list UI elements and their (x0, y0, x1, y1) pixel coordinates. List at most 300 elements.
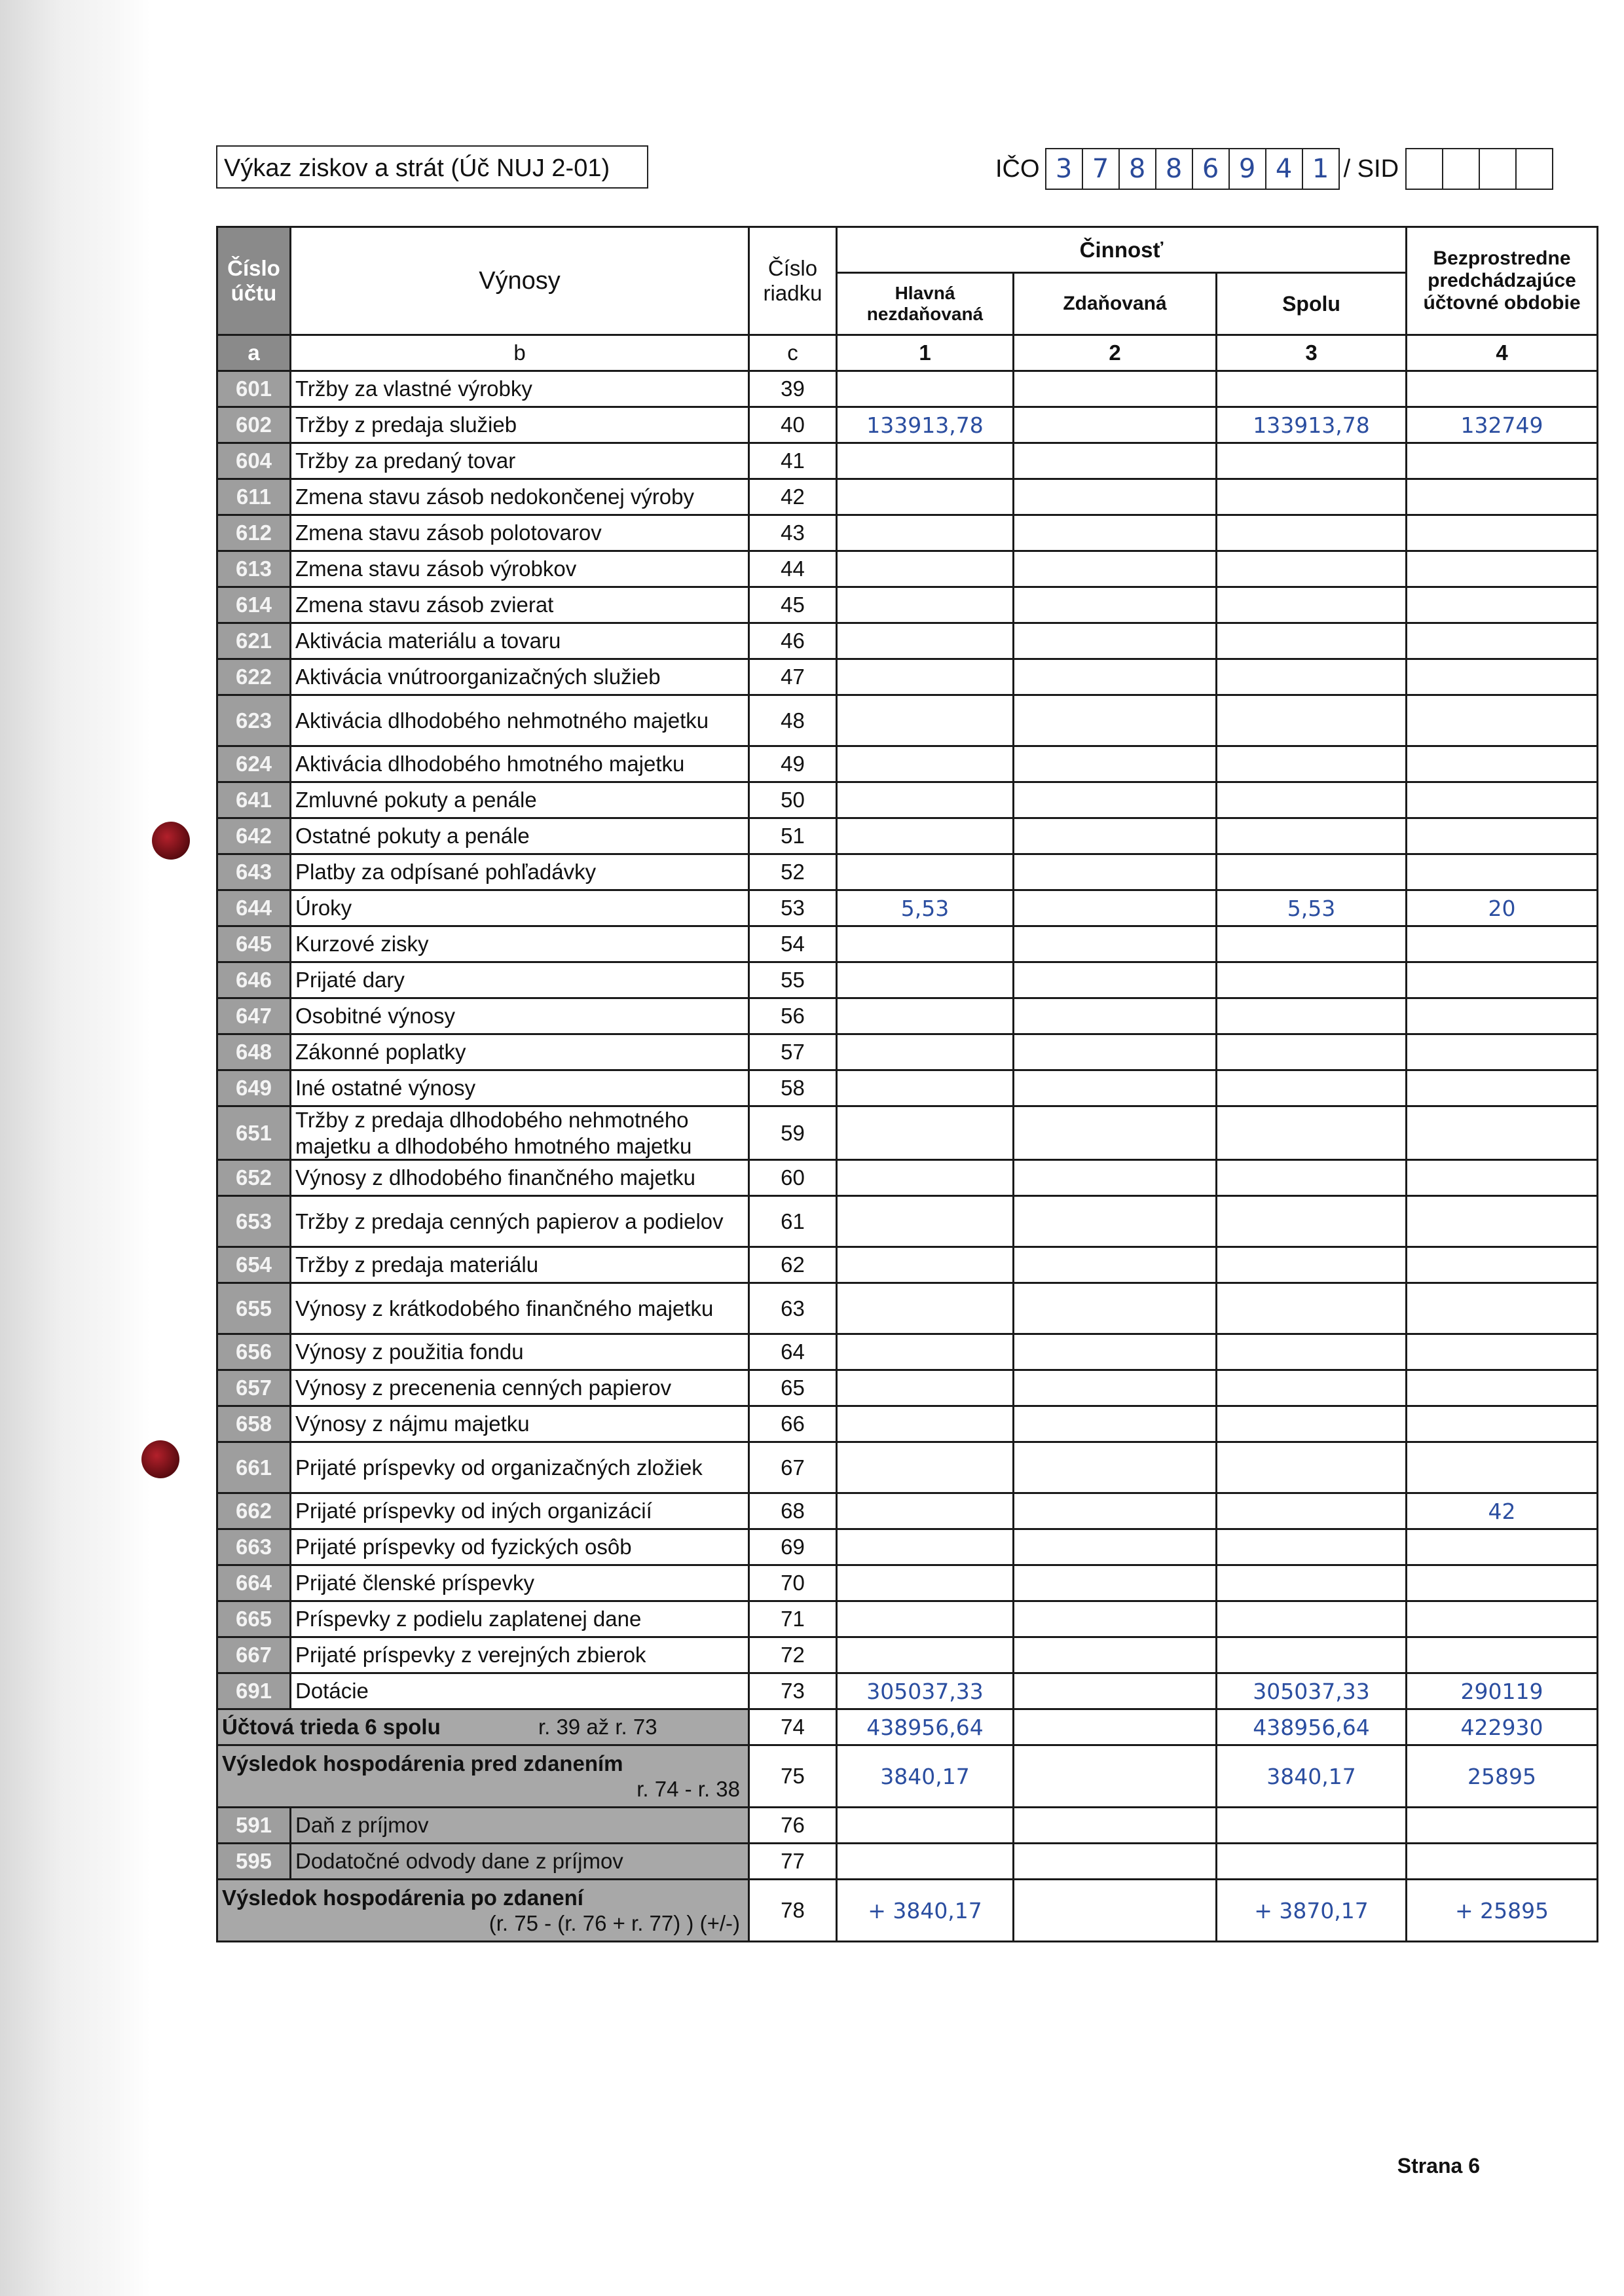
row-number: 42 (749, 479, 837, 515)
account-number: 645 (217, 926, 291, 962)
row-description: Aktivácia dlhodobého nehmotného majetku (291, 695, 749, 746)
extra-tax-col3 (1217, 1844, 1407, 1880)
value-main-nontaxed (837, 1442, 1014, 1493)
tax-col2 (1014, 1808, 1217, 1844)
value-taxed (1014, 407, 1217, 443)
value-previous-period (1407, 1601, 1598, 1637)
table-row (217, 371, 1598, 407)
table-row (217, 1601, 1598, 1637)
value-total (1217, 515, 1407, 551)
row-number: 53 (749, 890, 837, 926)
value-previous-period: 42 (1407, 1493, 1598, 1529)
account-number: 622 (217, 659, 291, 695)
row-number: 45 (749, 587, 837, 623)
row-number: 61 (749, 1196, 837, 1247)
table-row (217, 1247, 1598, 1283)
value-total (1217, 1442, 1407, 1493)
value-taxed (1014, 659, 1217, 695)
total-class6-label (217, 1709, 749, 1745)
value-total (1217, 998, 1407, 1034)
total-row-number: 74 (749, 1709, 837, 1745)
value-total (1217, 782, 1407, 818)
table-row (217, 818, 1598, 854)
value-main-nontaxed (837, 1283, 1014, 1334)
ico-digit: 9 (1228, 148, 1266, 190)
value-previous-period (1407, 1334, 1598, 1370)
value-previous-period (1407, 551, 1598, 587)
row-description: Zmena stavu zásob nedokončenej výroby (291, 479, 749, 515)
ico-digit: 8 (1155, 148, 1193, 190)
value-taxed (1014, 782, 1217, 818)
index-c: c (749, 335, 837, 371)
table-row (217, 695, 1598, 746)
ico-digit: 8 (1118, 148, 1156, 190)
sid-box (1405, 148, 1443, 190)
value-previous-period (1407, 962, 1598, 998)
value-previous-period (1407, 1196, 1598, 1247)
row-number: 62 (749, 1247, 837, 1283)
row-number: 57 (749, 1034, 837, 1070)
value-previous-period (1407, 443, 1598, 479)
header-account-number: Číslo účtu (217, 227, 291, 335)
value-taxed (1014, 1334, 1217, 1370)
result-after-tax-col2 (1014, 1880, 1217, 1942)
value-taxed (1014, 818, 1217, 854)
account-number: 641 (217, 782, 291, 818)
ico-digit: 6 (1192, 148, 1230, 190)
row-description: Prijaté dary (291, 962, 749, 998)
row-number: 67 (749, 1442, 837, 1493)
table-row (217, 962, 1598, 998)
result-before-tax-formula: r. 74 - r. 38 (637, 1777, 740, 1802)
value-total (1217, 746, 1407, 782)
value-taxed (1014, 1565, 1217, 1601)
row-description: Prijaté členské príspevky (291, 1565, 749, 1601)
scan-binding-shadow (0, 0, 151, 2296)
account-number: 623 (217, 695, 291, 746)
value-taxed (1014, 551, 1217, 587)
table-row (217, 1034, 1598, 1070)
value-main-nontaxed (837, 1529, 1014, 1565)
value-main-nontaxed (837, 1334, 1014, 1370)
row-description: Zmena stavu zásob polotovarov (291, 515, 749, 551)
row-number: 59 (749, 1106, 837, 1160)
result-after-tax-row: 78 (749, 1880, 837, 1942)
table-row (217, 890, 1598, 926)
account-number: 649 (217, 1070, 291, 1106)
result-after-tax-col1: + 3840,17 (837, 1880, 1014, 1942)
value-previous-period: 20 (1407, 890, 1598, 926)
extra-tax-col4 (1407, 1844, 1598, 1880)
account-number: 642 (217, 818, 291, 854)
result-before-tax-row: 75 (749, 1745, 837, 1808)
row-number: 44 (749, 551, 837, 587)
ico-sid-header (995, 145, 1553, 192)
result-after-tax-col3: + 3870,17 (1217, 1880, 1407, 1942)
value-main-nontaxed (837, 1565, 1014, 1601)
total-label-text: Účtová trieda 6 spolu (222, 1715, 441, 1740)
row-number: 52 (749, 854, 837, 890)
value-previous-period (1407, 587, 1598, 623)
result-before-tax-col3: 3840,17 (1217, 1745, 1407, 1808)
row-number: 70 (749, 1565, 837, 1601)
value-previous-period (1407, 1034, 1598, 1070)
row-number: 72 (749, 1637, 837, 1673)
value-total (1217, 1070, 1407, 1106)
value-total (1217, 1247, 1407, 1283)
result-after-tax-label (217, 1880, 749, 1942)
value-total (1217, 1565, 1407, 1601)
tax-col3 (1217, 1808, 1407, 1844)
account-number: 652 (217, 1160, 291, 1196)
value-taxed (1014, 854, 1217, 890)
value-taxed (1014, 623, 1217, 659)
value-main-nontaxed (837, 695, 1014, 746)
value-main-nontaxed (837, 1370, 1014, 1406)
value-taxed (1014, 587, 1217, 623)
value-main-nontaxed (837, 1070, 1014, 1106)
table-row (217, 746, 1598, 782)
table-row (217, 1565, 1598, 1601)
value-main-nontaxed (837, 1406, 1014, 1442)
value-main-nontaxed (837, 818, 1014, 854)
value-total (1217, 1106, 1407, 1160)
account-number: 611 (217, 479, 291, 515)
result-after-tax-col4: + 25895 (1407, 1880, 1598, 1942)
value-main-nontaxed (837, 1247, 1014, 1283)
row-description: Úroky (291, 890, 749, 926)
row-description: Iné ostatné výnosy (291, 1070, 749, 1106)
value-main-nontaxed: 305037,33 (837, 1673, 1014, 1709)
account-number: 647 (217, 998, 291, 1034)
value-main-nontaxed (837, 1160, 1014, 1196)
value-previous-period (1407, 1160, 1598, 1196)
row-description: Výnosy z nájmu majetku (291, 1406, 749, 1442)
value-total (1217, 659, 1407, 695)
value-taxed (1014, 1283, 1217, 1334)
value-total (1217, 587, 1407, 623)
account-number: 667 (217, 1637, 291, 1673)
header-total: Spolu (1217, 273, 1407, 335)
value-main-nontaxed (837, 587, 1014, 623)
extra-tax-row: 77 (749, 1844, 837, 1880)
account-number: 601 (217, 371, 291, 407)
extra-tax-col1 (837, 1844, 1014, 1880)
account-number: 657 (217, 1370, 291, 1406)
value-taxed (1014, 962, 1217, 998)
value-previous-period (1407, 782, 1598, 818)
row-number: 48 (749, 695, 837, 746)
account-number: 651 (217, 1106, 291, 1160)
row-description: Ostatné pokuty a penále (291, 818, 749, 854)
account-number: 655 (217, 1283, 291, 1334)
row-description: Aktivácia dlhodobého hmotného majetku (291, 746, 749, 782)
value-main-nontaxed (837, 1637, 1014, 1673)
value-main-nontaxed (837, 479, 1014, 515)
table-row (217, 479, 1598, 515)
value-total (1217, 926, 1407, 962)
table-row (217, 1637, 1598, 1673)
index-3: 3 (1217, 335, 1407, 371)
index-1: 1 (837, 335, 1014, 371)
row-number: 47 (749, 659, 837, 695)
table-row (217, 1106, 1598, 1160)
value-main-nontaxed (837, 1601, 1014, 1637)
value-previous-period (1407, 1283, 1598, 1334)
value-taxed (1014, 1673, 1217, 1709)
value-main-nontaxed (837, 1106, 1014, 1160)
row-description: Tržby z predaja dlhodobého nehmotného majetku a dlhodobého hmotného majetku (291, 1106, 749, 1160)
value-main-nontaxed (837, 371, 1014, 407)
account-number: 643 (217, 854, 291, 890)
row-number: 39 (749, 371, 837, 407)
header-revenues: Výnosy (291, 227, 749, 335)
result-before-tax-col2 (1014, 1745, 1217, 1808)
value-main-nontaxed: 133913,78 (837, 407, 1014, 443)
value-taxed (1014, 890, 1217, 926)
table-row (217, 623, 1598, 659)
value-taxed (1014, 1493, 1217, 1529)
value-main-nontaxed (837, 854, 1014, 890)
account-number: 644 (217, 890, 291, 926)
header-taxed: Zdaňovaná (1014, 273, 1217, 335)
result-after-tax-formula: (r. 75 - (r. 76 + r. 77) ) (+/-) (489, 1911, 740, 1936)
row-number: 64 (749, 1334, 837, 1370)
value-taxed (1014, 1160, 1217, 1196)
row-number: 65 (749, 1370, 837, 1406)
row-description: Výnosy z precenenia cenných papierov (291, 1370, 749, 1406)
account-number: 661 (217, 1442, 291, 1493)
value-total: 133913,78 (1217, 407, 1407, 443)
row-number: 40 (749, 407, 837, 443)
ico-digit: 3 (1045, 148, 1083, 190)
sid-label: / SID (1343, 155, 1399, 183)
value-main-nontaxed (837, 443, 1014, 479)
value-previous-period (1407, 998, 1598, 1034)
value-main-nontaxed (837, 746, 1014, 782)
table-row (217, 1196, 1598, 1247)
sid-box (1442, 148, 1480, 190)
row-description: Zákonné poplatky (291, 1034, 749, 1070)
value-taxed (1014, 1442, 1217, 1493)
value-previous-period (1407, 659, 1598, 695)
row-description: Tržby z predaja materiálu (291, 1247, 749, 1283)
value-main-nontaxed (837, 998, 1014, 1034)
value-main-nontaxed (837, 623, 1014, 659)
index-4: 4 (1407, 335, 1598, 371)
table-row (217, 926, 1598, 962)
row-description: Výnosy z dlhodobého finančného majetku (291, 1160, 749, 1196)
account-number: 612 (217, 515, 291, 551)
value-taxed (1014, 1247, 1217, 1283)
row-number: 51 (749, 818, 837, 854)
index-a: a (217, 335, 291, 371)
row-description: Kurzové zisky (291, 926, 749, 962)
total-col3: 438956,64 (1217, 1709, 1407, 1745)
value-previous-period (1407, 746, 1598, 782)
value-previous-period (1407, 1442, 1598, 1493)
account-number: 654 (217, 1247, 291, 1283)
sid-box (1515, 148, 1553, 190)
value-total (1217, 1160, 1407, 1196)
value-total (1217, 1529, 1407, 1565)
account-number: 621 (217, 623, 291, 659)
value-total (1217, 1196, 1407, 1247)
value-total (1217, 479, 1407, 515)
tax-col4 (1407, 1808, 1598, 1844)
table-row (217, 782, 1598, 818)
value-previous-period (1407, 854, 1598, 890)
row-description: Výnosy z krátkodobého finančného majetku (291, 1283, 749, 1334)
extra-tax-label: Dodatočné odvody dane z príjmov (291, 1844, 749, 1880)
value-taxed (1014, 1637, 1217, 1673)
value-total (1217, 962, 1407, 998)
row-number: 56 (749, 998, 837, 1034)
row-description: Prijaté príspevky od fyzických osôb (291, 1529, 749, 1565)
value-total (1217, 1034, 1407, 1070)
value-total (1217, 1370, 1407, 1406)
tax-label: Daň z príjmov (291, 1808, 749, 1844)
row-number: 63 (749, 1283, 837, 1334)
row-number: 71 (749, 1601, 837, 1637)
punch-hole (141, 1440, 179, 1478)
extra-tax-col2 (1014, 1844, 1217, 1880)
table-row (217, 551, 1598, 587)
value-total: 305037,33 (1217, 1673, 1407, 1709)
sid-box (1479, 148, 1517, 190)
value-taxed (1014, 443, 1217, 479)
table-row (217, 1160, 1598, 1196)
income-statement-table (216, 226, 1598, 1942)
table-row (217, 1673, 1598, 1709)
value-total (1217, 695, 1407, 746)
row-number: 50 (749, 782, 837, 818)
row-description: Výnosy z použitia fondu (291, 1334, 749, 1370)
value-previous-period (1407, 818, 1598, 854)
value-main-nontaxed (837, 926, 1014, 962)
tax-account: 591 (217, 1808, 291, 1844)
value-main-nontaxed (837, 659, 1014, 695)
tax-col1 (837, 1808, 1014, 1844)
value-taxed (1014, 1406, 1217, 1442)
value-previous-period (1407, 371, 1598, 407)
value-taxed (1014, 479, 1217, 515)
account-number: 665 (217, 1601, 291, 1637)
index-b: b (291, 335, 749, 371)
form-title: Výkaz ziskov a strát (Úč NUJ 2-01) (216, 145, 648, 189)
table-row (217, 1283, 1598, 1334)
account-number: 691 (217, 1673, 291, 1709)
extra-tax-account: 595 (217, 1844, 291, 1880)
value-taxed (1014, 1034, 1217, 1070)
value-taxed (1014, 515, 1217, 551)
result-before-tax-text: Výsledok hospodárenia pred zdanením (222, 1751, 623, 1776)
row-number: 66 (749, 1406, 837, 1442)
value-total (1217, 1334, 1407, 1370)
header-previous-period: Bezprostredne predchádzajúce účtovné obdobie (1407, 227, 1598, 335)
row-description: Aktivácia vnútroorganizačných služieb (291, 659, 749, 695)
value-previous-period (1407, 1247, 1598, 1283)
account-number: 653 (217, 1196, 291, 1247)
value-taxed (1014, 1070, 1217, 1106)
value-total (1217, 1493, 1407, 1529)
punch-hole (152, 822, 190, 860)
row-description: Platby za odpísané pohľadávky (291, 854, 749, 890)
table-row (217, 1334, 1598, 1370)
page-number: Strana 6 (1397, 2154, 1480, 2178)
row-number: 49 (749, 746, 837, 782)
ico-label: IČO (995, 155, 1040, 183)
table-row (217, 515, 1598, 551)
row-description: Prijaté príspevky od organizačných zložiek (291, 1442, 749, 1493)
value-total (1217, 551, 1407, 587)
value-total (1217, 854, 1407, 890)
row-description: Zmena stavu zásob zvierat (291, 587, 749, 623)
value-total (1217, 818, 1407, 854)
value-total (1217, 1601, 1407, 1637)
total-col2 (1014, 1709, 1217, 1745)
value-main-nontaxed: 5,53 (837, 890, 1014, 926)
account-number: 664 (217, 1565, 291, 1601)
row-description: Príspevky z podielu zaplatenej dane (291, 1601, 749, 1637)
value-total (1217, 623, 1407, 659)
value-previous-period (1407, 515, 1598, 551)
value-main-nontaxed (837, 1493, 1014, 1529)
row-number: 41 (749, 443, 837, 479)
value-total (1217, 1406, 1407, 1442)
account-number: 613 (217, 551, 291, 587)
header-row-number: Číslo riadku (749, 227, 837, 335)
row-description: Osobitné výnosy (291, 998, 749, 1034)
value-previous-period (1407, 926, 1598, 962)
table-row (217, 1442, 1598, 1493)
value-previous-period (1407, 1070, 1598, 1106)
account-number: 648 (217, 1034, 291, 1070)
value-previous-period (1407, 623, 1598, 659)
row-number: 68 (749, 1493, 837, 1529)
index-2: 2 (1014, 335, 1217, 371)
ico-digit: 1 (1302, 148, 1340, 190)
ico-digit: 4 (1265, 148, 1303, 190)
total-col1: 438956,64 (837, 1709, 1014, 1745)
table-row (217, 1493, 1598, 1529)
account-number: 662 (217, 1493, 291, 1529)
row-description: Tržby za vlastné výrobky (291, 371, 749, 407)
header-main-nontaxed: Hlavná nezdaňovaná (837, 273, 1014, 335)
row-description: Zmluvné pokuty a penále (291, 782, 749, 818)
value-previous-period (1407, 479, 1598, 515)
result-before-tax-col4: 25895 (1407, 1745, 1598, 1808)
value-taxed (1014, 998, 1217, 1034)
row-description: Dotácie (291, 1673, 749, 1709)
account-number: 602 (217, 407, 291, 443)
table-row (217, 587, 1598, 623)
value-taxed (1014, 1106, 1217, 1160)
value-previous-period: 290119 (1407, 1673, 1598, 1709)
value-previous-period (1407, 695, 1598, 746)
value-previous-period: 132749 (1407, 407, 1598, 443)
table-row (217, 443, 1598, 479)
value-total: 5,53 (1217, 890, 1407, 926)
value-taxed (1014, 926, 1217, 962)
row-description: Tržby za predaný tovar (291, 443, 749, 479)
row-description: Prijaté príspevky od iných organizácií (291, 1493, 749, 1529)
value-taxed (1014, 1196, 1217, 1247)
result-before-tax-label (217, 1745, 749, 1808)
value-previous-period (1407, 1565, 1598, 1601)
value-main-nontaxed (837, 962, 1014, 998)
account-number: 663 (217, 1529, 291, 1565)
